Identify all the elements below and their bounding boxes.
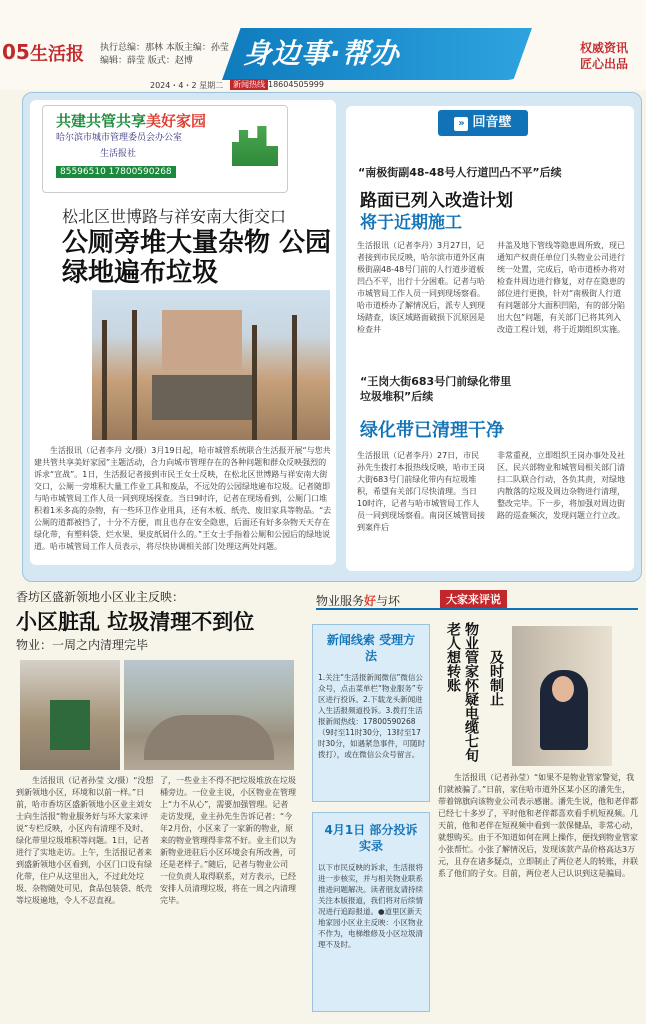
- page-header: [0, 0, 646, 90]
- slogan: [580, 40, 628, 72]
- wuye-good: 好: [364, 594, 377, 608]
- editor-credits: [100, 42, 229, 68]
- bottom-body-a: 生活报讯（记者孙莹 文/摄）“没想到新领地小区，环境和以前一样。”日前，哈市香坊区盛新领地小区业主刘女士向生活报“物业服务好与坏大家来评说”专栏反映，小区内有清理不及时、绿化带里垃圾堆积等问题。1日，记者进行了实地走访。上午，生活报记者来到盛新领地小区看到，小区门口设有绿化带，住户从这里出入，不过此处垃圾、杂物随处可见，食品包装袋、纸壳等垃圾遍地，令人不忍直视。: [16, 776, 154, 905]
- editor-line-2: 编辑：薛莹 版式：赵博: [100, 56, 193, 66]
- bottom-photo-2: [124, 660, 294, 770]
- story2-subhead: [360, 374, 511, 404]
- brand-logo: 生活报: [30, 44, 84, 65]
- campaign-org-2: 生活报社: [100, 149, 137, 159]
- tips-box-body: 1.关注“生活报新闻微信”微信公众号，点击菜单栏“物业服务”专区进行投诉。2.下载龙头新闻进入生活报频道投诉。3.拨打生活报新闻热线：17800590268（9时至11时30分，13时至17时30分，如遇紧急事件，可随时拨打），或在微信公众号留言。: [318, 673, 426, 759]
- bottom-photo-1: [20, 660, 120, 770]
- lead-kicker: 松北区世博路与祥安南大街交口: [62, 207, 287, 226]
- wuye-body: 生活报讯（记者孙莹）“如果不是物业管家警觉，我们就被骗了。”日前，家住哈市道外区某小区的潘先生，带着锦旗向该物业公司表示感谢。潘先生说，他和老伴都已经七十多岁了，平时他和老伴都喜欢看手机短视频。几天前，他和老伴在短视频中看到一款保健品，非常心动，就想购买。由于不知道如何在网上操作，便找到物业管家小张帮忙。小张了解情况后，发现该款产品价格高达3万元，且存在诸多疑点，立即制止了两位老人的转账，并联系了他们的子女。目前，两位老人已认识到这是骗局。: [438, 773, 638, 878]
- wuye-prefix: 物业服务: [316, 594, 365, 608]
- story2-body-a: 生活报讯（记者李丹）27日，市民孙先生拨打本报热线反映，哈市王岗大街683号门前绿化带内有垃圾堆积，希望有关部门尽快清理。当日10时许，记者与哈市城管局工作人员一同到现场察看。南岗区城管局接到案件后: [357, 451, 485, 532]
- story1-subhead: “南极街副48-48号人行道凹凸不平”后续: [358, 166, 562, 179]
- campaign-phones: 85596510 17800590268: [56, 166, 176, 178]
- hotline-label: 新闻热线: [230, 79, 268, 90]
- garbage-pile-shape: [144, 715, 274, 760]
- complaints-box-title: 4月1日 部分投诉实录: [324, 823, 418, 853]
- bottom-kicker: 香坊区盛新领地小区业主反映：: [16, 590, 185, 604]
- campaign-title: [56, 110, 206, 131]
- wuye-column-title: [316, 592, 400, 609]
- campaign-title-a: 共建共管共享: [56, 112, 147, 130]
- wuye-mid: 与坏: [376, 594, 401, 608]
- trash-bin-shape: [50, 700, 90, 750]
- story1-headline-b: 将于近期施工: [360, 213, 462, 233]
- story2-headline: 绿化带已清理干净: [360, 420, 504, 441]
- bottom-subhead: 物业：一周之内清理完毕: [16, 638, 149, 652]
- story2-body-b: 非常重视，立即组织王岗办事处及社区、民兴部物业和城管局相关部门清扫二队联合行动，各负其责，对绿地内散落的垃圾及周边杂物进行清理，整改完毕。下一步，将加强对周边街路的巡查频次，发现问题立行立改。: [497, 451, 625, 520]
- slogan-line-1: 权威资讯: [580, 41, 629, 55]
- wuye-vertical-headline-2: 及时制止: [488, 650, 504, 706]
- page-number: 05: [2, 40, 30, 64]
- debris-pile: [152, 375, 252, 420]
- wuye-vertical-headline: 物业管家怀疑电缆七旬老人想转账: [445, 622, 479, 762]
- face-shape: [552, 676, 574, 702]
- column-divider: [316, 608, 638, 610]
- slogan-line-2: 匠心出品: [580, 57, 629, 71]
- bottom-headline: 小区脏乱 垃圾清理不到位: [16, 609, 255, 634]
- story2-subhead-a: “王岗大街683号门前绿化带里: [360, 375, 512, 388]
- chevron-icon: »: [454, 117, 468, 131]
- bottom-body-b: 了，一些业主不得不把垃圾堆放在垃圾桶旁边。一位业主说，小区物业在管理上“力不从心”，需要加强管理。记者走访发现，业主孙先生告诉记者：“今年2月份，小区来了一家新的物业，原来的物业管理得非常不好。业主们以为新物业进驻后小区环境会有所改善，可还是老样子。”随后，记者与物业公司一位负责人取得联系，对方表示，已经安排人员清理垃圾，将在一周之内清理完毕。: [160, 776, 296, 905]
- issue-date: 2024・4・2 星期二: [150, 81, 224, 90]
- tree-shape: [132, 310, 137, 440]
- building-shape: [162, 310, 242, 370]
- section-title: 身边事·帮办: [243, 37, 400, 70]
- tree-shape: [252, 325, 257, 440]
- tree-shape: [102, 320, 107, 440]
- tree-shape: [292, 315, 297, 440]
- campaign-title-b: 美好家园: [146, 112, 207, 130]
- lead-photo: [92, 290, 330, 440]
- story1-headline-a: 路面已列入改造计划: [360, 191, 513, 211]
- huiyin-label: 回音壁: [472, 115, 512, 130]
- hotline-number: 18604505999: [268, 80, 324, 89]
- lead-body: 生活报讯（记者李丹 文/摄）3月19日起，哈市城管系统联合生活报开展“与您共建共管共享美好家园”主题活动，合力向城市管理存在的各种问题和群众反映强烈的诉求“宣战”。1日，生活报记者接到市民王女士反映，在松北区世博路与祥安南大街交口，公厕一旁堆积大量工作业工具和废品，不远处的公园绿地遍布垃圾。记者随即与哈市城管局工作人员一同到现场探查。当日9时许，记者在现场看到，公厕门口堆积着1米多高的杂物，有一些环卫作业用具，还有木板、纸壳、废旧家具等物品。“去公厕的道都被挡了，十分不方便，而且也存在安全隐患，后面还有好多杂物天天存在绿化带，有塑料袋、烂水果、果皮纸屑什么的。”王女士手指着公厕和公园后的绿地说道。哈市城管局工作人员表示，将尽快协调相关部门处理这两处问题。: [34, 446, 332, 551]
- lead-headline: 公厕旁堆大量杂物 公园绿地遍布垃圾: [62, 228, 332, 288]
- tips-box-title: 新闻线索 受理方法: [326, 633, 416, 663]
- story2-subhead-b: 垃圾堆积”后续: [360, 390, 434, 403]
- complaints-box-body: 以下市民反映的诉求，生活报将进一步核实，并与相关物业联系推进问题解决。读者朋友请持续关注本版报道，我们将对后续情况进行追踪报道。●道里区新天地家园小区业主反映：小区物业不作为，电梯维修及小区垃圾清理不及时。: [318, 863, 423, 949]
- campaign-org: 哈尔滨市城市管理委员会办公室: [56, 133, 183, 143]
- huiyin-tag: [438, 110, 528, 136]
- wuye-tag: 大家来评说: [440, 590, 507, 608]
- story1-body-a: 生活报讯（记者李丹）3月27日，记者接到市民反映，哈尔滨市道外区南极街副48-48号门前的人行道步道板凹凸不平，出行十分困难。记者与哈市城管局工作人员一同到现场察看。哈市道桥办了解情况后，派专人到现场踏查，该区域路面破损下沉原因是检查井: [357, 241, 485, 334]
- editor-line-1: 执行总编：那林 本版主编：孙莹: [100, 43, 229, 53]
- story1-body-b: 井盖及地下管线等隐患周所致，现已通知产权责任单位门头物业公司进行统一处置，完成后，哈市道桥办将对检查井周边进行修复，对存在隐患的部位进行更换，针对“南极街人行道有问题部分大面积凹陷，有的部分陷出大包”问题，有关部门已将其列入改造工程计划，将于近期组织实施。: [497, 241, 625, 334]
